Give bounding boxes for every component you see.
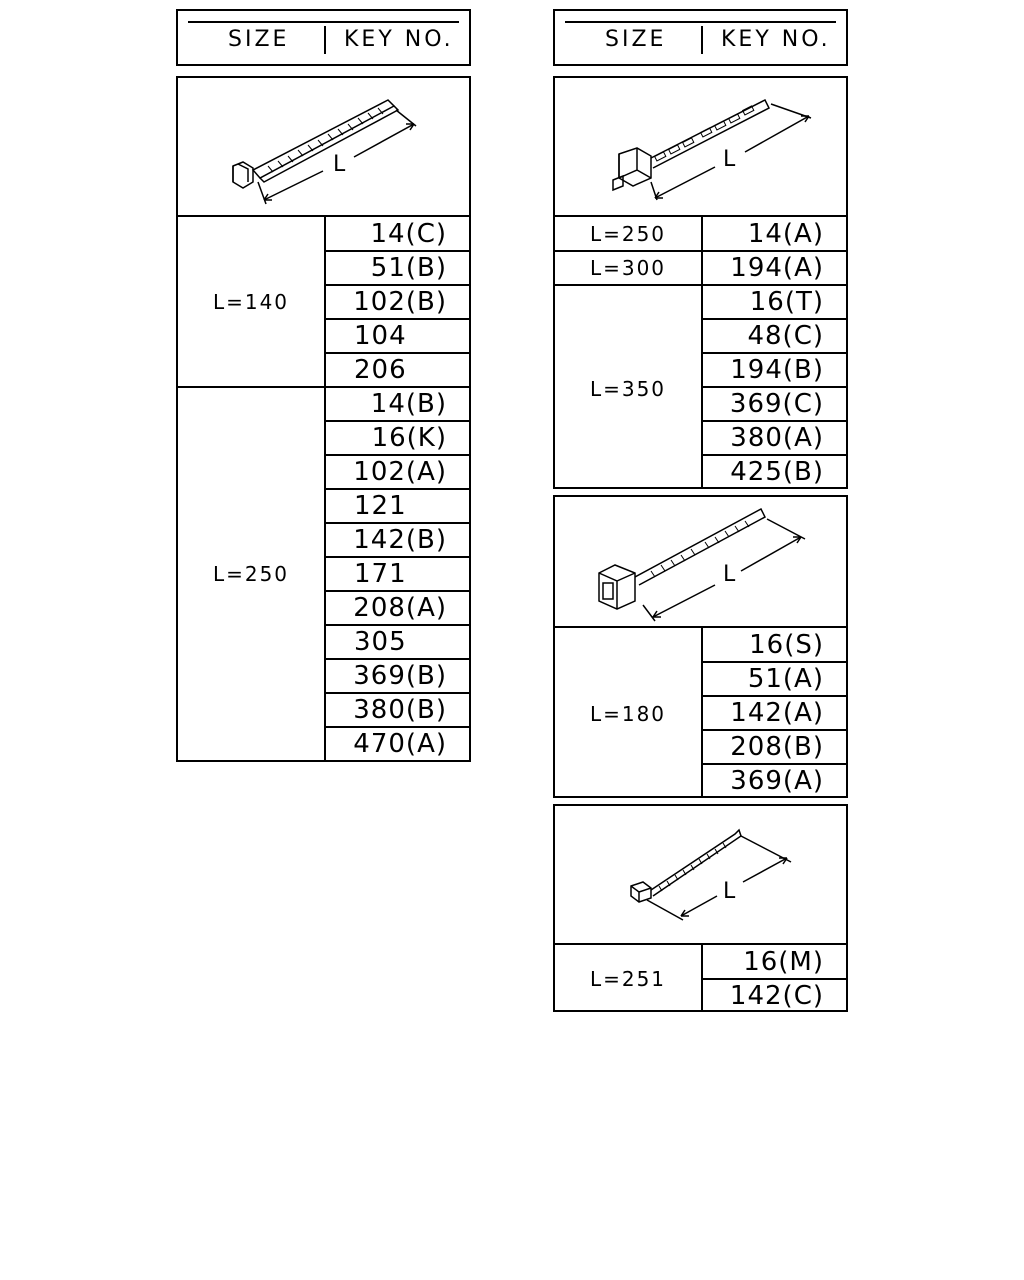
left-header: [176, 9, 471, 66]
dimension-label: L: [723, 562, 736, 587]
key-cell: 51(A): [747, 664, 824, 694]
size-cell: L=140: [212, 290, 290, 314]
key-no-header: KEY NO.: [721, 27, 831, 52]
size-cell: L=180: [589, 702, 667, 726]
key-cell: 16(S): [749, 630, 824, 660]
dimension-label: L: [723, 147, 736, 172]
key-cell: 194(A): [730, 253, 824, 283]
key-cell: 16(K): [371, 423, 447, 453]
size-cell: L=250: [212, 562, 290, 586]
right-size-table-1: [553, 215, 848, 489]
dimension-label: L: [723, 879, 736, 904]
key-cell: 470(A): [353, 729, 447, 759]
size-cell: L=350: [589, 377, 667, 401]
key-cell: 208(A): [353, 593, 447, 623]
key-cell: 206: [354, 355, 407, 385]
left-size-table: [176, 215, 471, 762]
double-loop-cable-tie-icon: [555, 78, 850, 219]
key-cell: 171: [354, 559, 407, 589]
size-cell: L=250: [589, 222, 667, 246]
cable-tie-illustration-1: [176, 76, 471, 217]
standard-cable-tie-icon: [555, 806, 850, 947]
right-size-table-2: [553, 626, 848, 798]
mount-cable-tie-icon: [555, 497, 850, 630]
key-cell: 142(B): [353, 525, 447, 555]
right-size-table-3: [553, 943, 848, 1012]
key-cell: 16(T): [749, 287, 824, 317]
size-cell: L=300: [589, 256, 667, 280]
key-cell: 102(A): [353, 457, 447, 487]
key-cell: 194(B): [730, 355, 824, 385]
key-cell: 369(C): [729, 389, 824, 419]
key-cell: 369(B): [353, 661, 447, 691]
right-header: [553, 9, 848, 66]
key-cell: 16(M): [743, 947, 824, 977]
key-cell: 425(B): [730, 457, 824, 487]
key-cell: 142(C): [729, 981, 824, 1011]
key-cell: 208(B): [730, 732, 824, 762]
size-cell: L=251: [589, 967, 667, 991]
key-no-header: KEY NO.: [344, 27, 454, 52]
cable-tie-illustration-3: [553, 495, 848, 628]
key-cell: 48(C): [747, 321, 824, 351]
key-cell: 369(A): [730, 766, 824, 796]
cable-tie-illustration-2: [553, 76, 848, 217]
key-cell: 305: [354, 627, 407, 657]
key-cell: 380(B): [353, 695, 447, 725]
cable-tie-illustration-4: [553, 804, 848, 945]
releasable-cable-tie-icon: [178, 78, 473, 219]
key-cell: 14(B): [370, 389, 447, 419]
key-cell: 380(A): [730, 423, 824, 453]
key-cell: 14(C): [370, 219, 447, 249]
key-cell: 104: [354, 321, 407, 351]
key-cell: 121: [354, 491, 407, 521]
key-cell: 102(B): [353, 287, 447, 317]
key-cell: 14(A): [747, 219, 824, 249]
key-cell: 51(B): [370, 253, 447, 283]
key-cell: 142(A): [730, 698, 824, 728]
dimension-label: L: [333, 152, 346, 177]
size-header: SIZE: [228, 27, 290, 52]
size-header: SIZE: [605, 27, 667, 52]
